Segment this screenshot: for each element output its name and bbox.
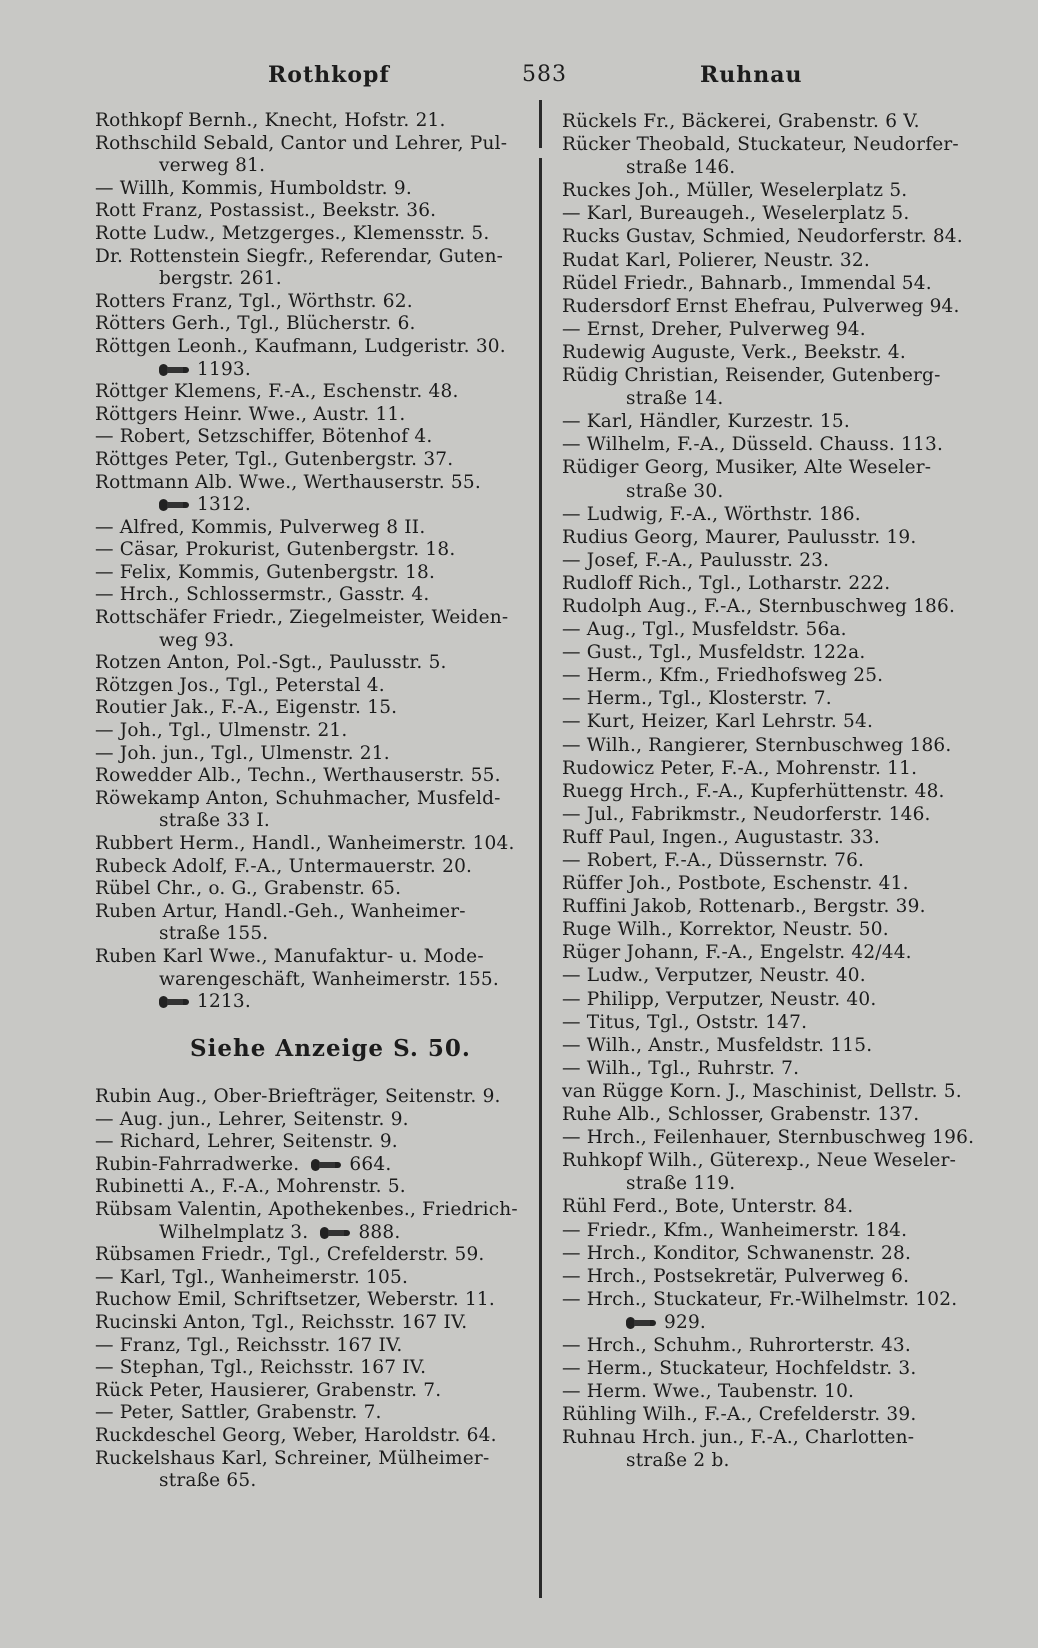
directory-entry-line <box>95 878 545 901</box>
entry-text: Rotte Ludw., Metzgerges., Klemensstr. 5. <box>95 222 490 244</box>
directory-entry-line <box>95 856 545 879</box>
directory-entry-line <box>95 810 545 833</box>
advertisement-notice: Siehe Anzeige S. 50. <box>190 1035 471 1062</box>
entry-text: — Titus, Tgl., Oststr. 147. <box>562 1011 808 1033</box>
directory-entry-line <box>95 946 545 969</box>
directory-entry-line <box>95 1131 545 1154</box>
directory-entry-line <box>562 964 1012 987</box>
entry-text: Röttger Klemens, F.-A., Eschenstr. 48. <box>95 381 459 403</box>
entry-text: — Cäsar, Prokurist, Gutenbergstr. 18. <box>95 539 456 561</box>
directory-entry-line <box>95 720 545 743</box>
directory-entry-line <box>562 757 1012 780</box>
entry-text: Rudewig Auguste, Verk., Beekstr. 4. <box>562 341 906 363</box>
directory-entry-line <box>95 1289 545 1312</box>
entry-text: — Herm., Stuckateur, Hochfeldstr. 3. <box>562 1358 917 1380</box>
entry-text: — Peter, Sattler, Grabenstr. 7. <box>95 1402 382 1424</box>
entry-text: — Jul., Fabrikmstr., Neudorferstr. 146. <box>562 803 931 825</box>
entry-text: — Hrch., Schuhm., Ruhrorterstr. 43. <box>562 1334 911 1356</box>
entry-text: Rothschild Sebald, Cantor und Lehrer, Pul- <box>95 132 508 154</box>
entry-text: — Felix, Kommis, Gutenbergstr. 18. <box>95 561 436 583</box>
directory-entry-line <box>562 618 1012 641</box>
directory-entry-line <box>95 1312 545 1335</box>
directory-entry-line <box>562 1380 1012 1403</box>
telephone-icon <box>159 996 189 1008</box>
entry-text: Rudowicz Peter, F.-A., Mohrenstr. 11. <box>562 757 918 779</box>
directory-entry-line <box>95 991 545 1014</box>
directory-entry-line <box>562 318 1012 341</box>
directory-entry-line <box>95 1244 545 1267</box>
directory-entry-line <box>562 1311 1012 1334</box>
directory-entry-line <box>562 941 1012 964</box>
directory-entry-line <box>562 826 1012 849</box>
entry-text: Rüdel Friedr., Bahnarb., Immendal 54. <box>562 272 932 294</box>
entry-text: Rudolph Aug., F.-A., Sternbuschweg 186. <box>562 595 956 617</box>
directory-entry-line <box>95 1335 545 1358</box>
entry-text: — Herm., Kfm., Friedhofsweg 25. <box>562 665 884 687</box>
page-number: 583 <box>522 62 567 87</box>
directory-entry-line <box>562 1334 1012 1357</box>
entry-text: 1312. <box>197 494 251 516</box>
entry-text: Rubin-Fahrradwerke. <box>95 1153 300 1175</box>
entry-text: — Joh., Tgl., Ulmenstr. 21. <box>95 720 348 742</box>
directory-entry-line <box>95 1222 545 1245</box>
entry-text: Ruffini Jakob, Rottenarb., Bergstr. 39. <box>562 896 926 918</box>
entry-text: — Kurt, Heizer, Karl Lehrstr. 54. <box>562 711 874 733</box>
directory-entry-line <box>95 517 545 540</box>
directory-entry-line <box>95 923 545 946</box>
entry-text: Ruegg Hrch., F.-A., Kupferhüttenstr. 48. <box>562 780 945 802</box>
entry-text: Rübel Chr., o. G., Grabenstr. 65. <box>95 878 402 900</box>
entry-text: — Willh, Kommis, Humboldstr. 9. <box>95 177 412 199</box>
directory-entry-line <box>562 225 1012 248</box>
entry-text: — Hrch., Postsekretär, Pulverweg 6. <box>562 1265 910 1287</box>
directory-entry-line <box>95 472 545 495</box>
entry-text: Ruge Wilh., Korrektor, Neustr. 50. <box>562 919 889 941</box>
directory-entry-line <box>95 200 545 223</box>
directory-entry-line <box>562 1288 1012 1311</box>
directory-entry-line <box>95 291 545 314</box>
entry-text: Rubeck Adolf, F.-A., Untermauerstr. 20. <box>95 855 473 877</box>
entry-text: Rüffer Joh., Postbote, Eschenstr. 41. <box>562 873 909 895</box>
directory-entry-line <box>95 901 545 924</box>
entry-text: bergstr. 261. <box>159 268 282 290</box>
entry-text: Ruckes Joh., Müller, Weselerplatz 5. <box>562 180 908 202</box>
entry-text: Rottschäfer Friedr., Ziegelmeister, Weiden- <box>95 607 509 629</box>
directory-entry-line <box>562 1242 1012 1265</box>
entry-text: Rühling Wilh., F.-A., Crefelderstr. 39. <box>562 1404 917 1426</box>
directory-entry-line <box>95 494 545 517</box>
directory-entry-line <box>95 562 545 585</box>
directory-entry-line <box>95 178 545 201</box>
directory-entry-line <box>562 780 1012 803</box>
entry-text: Dr. Rottenstein Siegfr., Referendar, Guten- <box>95 245 504 267</box>
directory-entry-line <box>562 988 1012 1011</box>
entry-text: straße 146. <box>626 157 736 179</box>
entry-text: — Alfred, Kommis, Pulverweg 8 II. <box>95 516 426 538</box>
directory-entry-line <box>95 652 545 675</box>
directory-entry-line <box>95 155 545 178</box>
entry-text: — Robert, F.-A., Düssernstr. 76. <box>562 850 865 871</box>
entry-text: warengeschäft, Wanheimerstr. 155. <box>159 968 499 990</box>
directory-entry-line <box>562 480 1012 503</box>
directory-entry-line <box>562 156 1012 179</box>
telephone-icon <box>626 1317 656 1329</box>
directory-entry-line <box>562 687 1012 710</box>
entry-text: Rothkopf Bernh., Knecht, Hofstr. 21. <box>95 110 446 131</box>
entry-text: Rucinski Anton, Tgl., Reichsstr. 167 IV. <box>95 1311 468 1333</box>
entry-text: — Richard, Lehrer, Seitenstr. 9. <box>95 1131 398 1153</box>
directory-entry-line <box>562 572 1012 595</box>
entry-text: Rottmann Alb. Wwe., Werthauserstr. 55. <box>95 471 481 493</box>
entry-text: Rötzgen Jos., Tgl., Peterstal 4. <box>95 674 385 696</box>
directory-entry-line <box>562 641 1012 664</box>
entry-text: Rotters Franz, Tgl., Wörthstr. 62. <box>95 290 413 312</box>
entry-text: — Wilh., Rangierer, Sternbuschweg 186. <box>562 734 952 756</box>
directory-entry-line <box>95 336 545 359</box>
entry-text: Routier Jak., F.-A., Eigenstr. 15. <box>95 697 398 719</box>
directory-entry-line <box>562 1195 1012 1218</box>
entry-text: — Wilhelm, F.-A., Düsseld. Chauss. 113. <box>562 434 944 456</box>
directory-entry-line <box>562 1057 1012 1080</box>
directory-entry-line <box>95 313 545 336</box>
directory-entry-line <box>95 697 545 720</box>
entry-text: Ruff Paul, Ingen., Augustastr. 33. <box>562 826 880 848</box>
entry-text: — Karl, Händler, Kurzestr. 15. <box>562 411 850 433</box>
entry-text: — Karl, Tgl., Wanheimerstr. 105. <box>95 1266 409 1288</box>
entry-text: — Wilh., Tgl., Ruhrstr. 7. <box>562 1057 800 1079</box>
entry-text: Ruckdeschel Georg, Weber, Haroldstr. 64. <box>95 1424 497 1446</box>
running-head-left: Rothkopf <box>268 62 390 88</box>
directory-entry-line <box>95 1470 545 1493</box>
directory-entry-line <box>562 1357 1012 1380</box>
directory-entry-line <box>562 272 1012 295</box>
entry-text: — Stephan, Tgl., Reichsstr. 167 IV. <box>95 1357 427 1379</box>
directory-entry-line <box>562 1149 1012 1172</box>
entry-text: Ruhe Alb., Schlosser, Grabenstr. 137. <box>562 1104 920 1126</box>
entry-text: weg 93. <box>159 629 235 651</box>
entry-text: Rübsamen Friedr., Tgl., Crefelderstr. 59. <box>95 1244 485 1266</box>
entry-text: — Aug. jun., Lehrer, Seitenstr. 9. <box>95 1108 409 1130</box>
entry-text: Rübsam Valentin, Apothekenbes., Friedrich- <box>95 1198 518 1220</box>
entry-text: Röttgers Heinr. Wwe., Austr. 11. <box>95 403 406 425</box>
telephone-icon <box>159 499 189 511</box>
entry-text: straße 155. <box>159 923 269 945</box>
directory-entry-line <box>95 969 545 992</box>
entry-text: Rudius Georg, Maurer, Paulusstr. 19. <box>562 526 917 548</box>
directory-entry-line <box>95 404 545 427</box>
directory-entry-line <box>95 246 545 269</box>
directory-entry-line <box>562 387 1012 410</box>
entry-text: Rühl Ferd., Bote, Unterstr. 84. <box>562 1196 854 1218</box>
entry-text: Rott Franz, Postassist., Beekstr. 36. <box>95 200 437 222</box>
directory-entry-line <box>562 341 1012 364</box>
directory-entry-line <box>95 1199 545 1222</box>
entry-text: straße 33 I. <box>159 810 270 832</box>
directory-entry-line <box>562 1034 1012 1057</box>
directory-entry-line <box>95 449 545 472</box>
directory-entry-line <box>95 630 545 653</box>
directory-entry-line <box>562 503 1012 526</box>
entry-text: Rubin Aug., Ober-Briefträger, Seitenstr. 9. <box>95 1086 501 1107</box>
entry-text: Rüdig Christian, Reisender, Gutenberg- <box>562 365 941 387</box>
directory-entry-line <box>562 1126 1012 1149</box>
directory-entry-line <box>95 1425 545 1448</box>
entry-text: Röttges Peter, Tgl., Gutenbergstr. 37. <box>95 448 454 470</box>
left-column-entries-continued <box>95 1086 545 1493</box>
directory-entry-line <box>95 381 545 404</box>
entry-text: straße 2 b. <box>626 1450 730 1472</box>
entry-text: Röwekamp Anton, Schuhmacher, Musfeld- <box>95 787 501 809</box>
entry-text: — Karl, Bureaugeh., Weselerplatz 5. <box>562 203 910 225</box>
directory-entry-line <box>562 872 1012 895</box>
directory-entry-line <box>562 249 1012 272</box>
directory-entry-line <box>95 539 545 562</box>
entry-text: — Franz, Tgl., Reichsstr. 167 IV. <box>95 1334 403 1356</box>
directory-entry-line <box>562 526 1012 549</box>
entry-text: Rudersdorf Ernst Ehefrau, Pulverweg 94. <box>562 295 960 317</box>
directory-entry-line <box>562 410 1012 433</box>
directory-entry-line <box>562 734 1012 757</box>
entry-text: — Joh. jun., Tgl., Ulmenstr. 21. <box>95 742 390 764</box>
entry-text: Rück Peter, Hausierer, Grabenstr. 7. <box>95 1379 442 1401</box>
entry-text: Ruhkopf Wilh., Güterexp., Neue Weseler- <box>562 1150 957 1172</box>
entry-text: — Aug., Tgl., Musfeldstr. 56a. <box>562 619 847 641</box>
running-head-right: Ruhnau <box>700 62 803 88</box>
directory-entry-line <box>95 788 545 811</box>
directory-entry-line <box>95 1086 545 1109</box>
directory-entry-line <box>95 675 545 698</box>
entry-text: Rowedder Alb., Techn., Werthauserstr. 55. <box>95 765 501 787</box>
entry-text: Rubbert Herm., Handl., Wanheimerstr. 104. <box>95 833 515 854</box>
directory-entry-line <box>95 1448 545 1471</box>
entry-text: — Robert, Setzschiffer, Bötenhof 4. <box>95 426 433 448</box>
directory-entry-line <box>95 223 545 246</box>
directory-entry-line <box>95 1267 545 1290</box>
entry-text: Rudloff Rich., Tgl., Lotharstr. 222. <box>562 572 891 594</box>
entry-text: Ruben Karl Wwe., Manufaktur- u. Mode- <box>95 945 484 967</box>
phone-number: 664. <box>349 1153 392 1175</box>
directory-entry-line <box>95 1380 545 1403</box>
entry-text: Ruben Artur, Handl.-Geh., Wanheimer- <box>95 900 466 922</box>
directory-entry-line <box>95 133 545 156</box>
entry-text: Wilhelmplatz 3. <box>159 1221 309 1243</box>
entry-text: 1213. <box>197 991 251 1013</box>
telephone-icon <box>320 1227 350 1239</box>
entry-text: Rudat Karl, Polierer, Neustr. 32. <box>562 249 870 271</box>
entry-text: verweg 81. <box>159 155 266 177</box>
telephone-icon <box>159 364 189 376</box>
directory-entry-line <box>95 584 545 607</box>
entry-text: straße 65. <box>159 1470 257 1492</box>
directory-entry-line <box>562 549 1012 572</box>
directory-entry-line <box>562 433 1012 456</box>
right-column-entries <box>562 110 1012 1473</box>
phone-number: 888. <box>358 1221 401 1243</box>
directory-entry-line <box>95 1154 545 1177</box>
directory-entry-line <box>562 179 1012 202</box>
entry-text: straße 14. <box>626 388 724 410</box>
entry-text: Rotzen Anton, Pol.-Sgt., Paulusstr. 5. <box>95 652 447 674</box>
directory-entry-line <box>562 664 1012 687</box>
entry-text: 1193. <box>197 358 251 380</box>
directory-entry-line <box>562 456 1012 479</box>
directory-entry-line <box>95 765 545 788</box>
entry-text: Ruchow Emil, Schriftsetzer, Weberstr. 11. <box>95 1289 495 1311</box>
directory-entry-line <box>95 1109 545 1132</box>
directory-entry-line <box>562 1265 1012 1288</box>
entry-text: Rubinetti A., F.-A., Mohrenstr. 5. <box>95 1176 406 1198</box>
directory-entry-line <box>562 1219 1012 1242</box>
directory-entry-line <box>562 1011 1012 1034</box>
entry-text: Rüdiger Georg, Musiker, Alte Weseler- <box>562 457 932 479</box>
directory-entry-line <box>562 1403 1012 1426</box>
entry-text: straße 119. <box>626 1173 736 1195</box>
entry-text: — Hrch., Konditor, Schwanenstr. 28. <box>562 1242 912 1264</box>
entry-text: — Philipp, Verputzer, Neustr. 40. <box>562 988 877 1010</box>
entry-text: Rucks Gustav, Schmied, Neudorferstr. 84. <box>562 226 963 248</box>
entry-text: Ruhnau Hrch. jun., F.-A., Charlotten- <box>562 1427 915 1449</box>
directory-entry-line <box>95 833 545 856</box>
directory-entry-line <box>562 849 1012 872</box>
entry-text: van Rügge Korn. J., Maschinist, Dellstr. 5. <box>562 1080 962 1102</box>
entry-text: — Hrch., Feilenhauer, Sternbuschweg 196. <box>562 1127 975 1149</box>
directory-entry-line <box>562 133 1012 156</box>
entry-text: Rötters Gerh., Tgl., Blücherstr. 6. <box>95 313 416 335</box>
directory-entry-line <box>562 1172 1012 1195</box>
entry-text: Rüger Johann, F.-A., Engelstr. 42/44. <box>562 942 912 964</box>
telephone-icon <box>311 1159 341 1171</box>
entry-text: — Gust., Tgl., Musfeldstr. 122a. <box>562 642 866 664</box>
left-column-entries <box>95 110 545 1014</box>
directory-entry-line <box>562 364 1012 387</box>
entry-text: — Herm. Wwe., Taubenstr. 10. <box>562 1381 855 1403</box>
directory-entry-line <box>562 110 1012 133</box>
directory-entry-line <box>562 595 1012 618</box>
directory-entry-line <box>562 803 1012 826</box>
entry-text: Rücker Theobald, Stuckateur, Neudorfer- <box>562 134 959 156</box>
directory-entry-line <box>95 110 545 133</box>
entry-text: Ruckelshaus Karl, Schreiner, Mülheimer- <box>95 1447 490 1469</box>
directory-entry-line <box>95 268 545 291</box>
directory-entry-line <box>562 202 1012 225</box>
entry-text: — Friedr., Kfm., Wanheimerstr. 184. <box>562 1219 908 1241</box>
entry-text: — Josef, F.-A., Paulusstr. 23. <box>562 549 830 571</box>
directory-entry-line <box>562 918 1012 941</box>
entry-text: — Hrch., Schlossermstr., Gasstr. 4. <box>95 584 430 606</box>
entry-text: straße 30. <box>626 480 724 502</box>
directory-entry-line <box>95 1402 545 1425</box>
entry-text: — Hrch., Stuckateur, Fr.-Wilhelmstr. 102. <box>562 1288 958 1310</box>
directory-entry-line <box>562 1103 1012 1126</box>
entry-text: Röttgen Leonh., Kaufmann, Ludgeristr. 30. <box>95 335 506 357</box>
entry-text: — Wilh., Anstr., Musfeldstr. 115. <box>562 1034 873 1056</box>
directory-entry-line <box>95 743 545 766</box>
directory-entry-line <box>95 1176 545 1199</box>
directory-entry-line <box>562 1426 1012 1449</box>
directory-entry-line <box>562 895 1012 918</box>
directory-entry-line <box>562 710 1012 733</box>
directory-entry-line <box>562 1080 1012 1103</box>
entry-text: — Herm., Tgl., Klosterstr. 7. <box>562 688 832 710</box>
entry-text: — Ludw., Verputzer, Neustr. 40. <box>562 965 866 987</box>
directory-entry-line <box>562 1449 1012 1472</box>
entry-text: — Ernst, Dreher, Pulverweg 94. <box>562 318 866 340</box>
directory-entry-line <box>95 359 545 382</box>
entry-text: Rückels Fr., Bäckerei, Grabenstr. 6 V. <box>562 111 920 132</box>
entry-text: 929. <box>664 1311 706 1333</box>
directory-entry-line <box>95 1357 545 1380</box>
directory-entry-line <box>562 295 1012 318</box>
directory-entry-line <box>95 607 545 630</box>
directory-entry-line <box>95 426 545 449</box>
entry-text: — Ludwig, F.-A., Wörthstr. 186. <box>562 503 861 525</box>
